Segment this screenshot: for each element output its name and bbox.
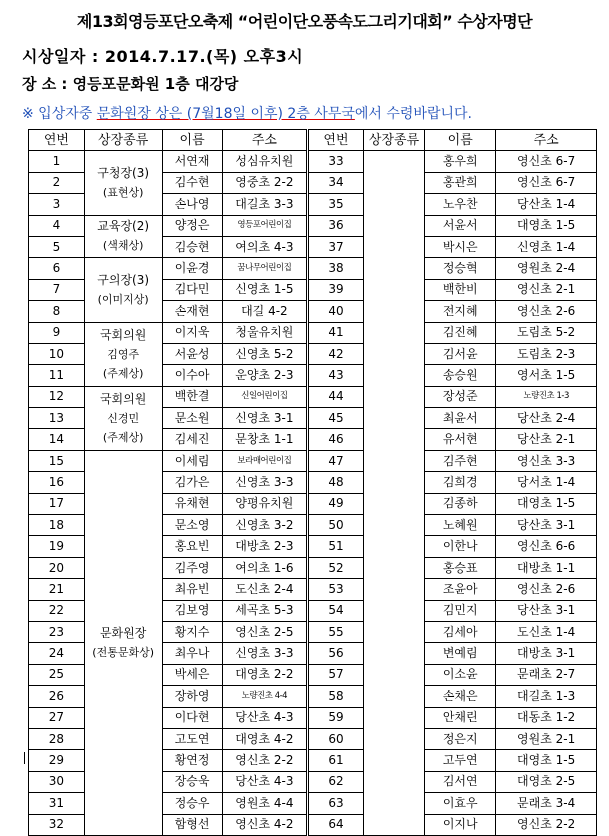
award-category-line-2: (색채상) (102, 239, 144, 253)
winner-school: 신영초 5-2 (222, 343, 307, 364)
winner-school: 영원초 4-4 (222, 793, 307, 814)
row-number: 59 (308, 707, 364, 728)
winner-school: 신영초 3-3 (222, 472, 307, 493)
notice-prefix: ※ 입상자중 (22, 106, 97, 122)
row-number: 2 (29, 172, 85, 193)
winner-name: 백한비 (425, 279, 496, 300)
winner-name: 황지수 (162, 621, 222, 642)
table-row (29, 215, 597, 236)
winner-name: 홍요빈 (162, 536, 222, 557)
row-number: 64 (308, 814, 364, 835)
winner-school: 도림초 2-3 (496, 343, 597, 364)
award-category-line-2: (전통문화상) (92, 645, 155, 659)
table-row (29, 151, 597, 172)
winner-name: 이지욱 (162, 322, 222, 343)
winner-school: 성심유치원 (222, 151, 307, 172)
winner-name: 장성준 (425, 386, 496, 407)
award-category-line-2: 김영주 (107, 347, 140, 361)
winner-school: 영신초 6-7 (496, 151, 597, 172)
header-name-left: 이름 (162, 130, 222, 151)
row-number: 60 (308, 728, 364, 749)
winner-school: 대길 4-2 (222, 301, 307, 322)
row-number: 32 (29, 814, 85, 835)
winner-school: 꿈나무어린이집 (222, 258, 307, 279)
winner-name: 함형선 (162, 814, 222, 835)
winner-school: 영신초 6-6 (496, 536, 597, 557)
winner-school: 문창초 1-1 (222, 429, 307, 450)
row-number: 30 (29, 771, 85, 792)
row-number: 19 (29, 536, 85, 557)
row-number: 41 (308, 322, 364, 343)
row-number: 7 (29, 279, 85, 300)
table-row (29, 450, 597, 471)
winner-name: 서연재 (162, 151, 222, 172)
row-number: 50 (308, 515, 364, 536)
winner-name: 홍승표 (425, 557, 496, 578)
award-category-cell (84, 386, 162, 450)
pickup-notice (22, 103, 472, 123)
winner-school: 영원초 2-4 (496, 258, 597, 279)
row-number: 3 (29, 194, 85, 215)
winner-school: 도림초 5-2 (496, 322, 597, 343)
row-number: 57 (308, 664, 364, 685)
winner-school: 세곡초 5-3 (222, 600, 307, 621)
table-body (29, 151, 597, 836)
winner-name: 장하영 (162, 686, 222, 707)
winner-name: 박시은 (425, 236, 496, 257)
header-no-left: 연번 (29, 130, 85, 151)
winner-name: 양정은 (162, 215, 222, 236)
winner-school: 대영초 4-2 (222, 728, 307, 749)
winner-name: 박세은 (162, 664, 222, 685)
row-number: 52 (308, 557, 364, 578)
winner-school: 청울유치원 (222, 322, 307, 343)
row-number: 20 (29, 557, 85, 578)
award-category-line-1: 교육장(2) (97, 219, 150, 234)
winner-name: 이윤경 (162, 258, 222, 279)
row-number: 24 (29, 643, 85, 664)
row-number: 18 (29, 515, 85, 536)
winner-school: 여의초 4-3 (222, 236, 307, 257)
row-number: 28 (29, 728, 85, 749)
winner-school: 영신초 2-1 (496, 279, 597, 300)
award-category-cell-empty (363, 151, 424, 836)
row-number: 42 (308, 343, 364, 364)
row-number: 43 (308, 365, 364, 386)
table-row (29, 322, 597, 343)
winner-school: 영원초 2-1 (496, 728, 597, 749)
winner-school: 양평유치원 (222, 493, 307, 514)
winner-name: 이소윤 (425, 664, 496, 685)
row-number: 56 (308, 643, 364, 664)
header-addr-right: 주소 (496, 130, 597, 151)
header-award-right: 상장종류 (363, 130, 424, 151)
row-number: 38 (308, 258, 364, 279)
winner-name: 홍우희 (425, 151, 496, 172)
document-title: 제13회영등포단오축제 “어린이단오풍속도그리기대회” 수상자명단 (76, 12, 533, 31)
award-place: 장 소 : 영등포문화원 1층 대강당 (22, 75, 239, 93)
winner-school: 대영초 1-5 (496, 215, 597, 236)
winner-school: 대방초 1-1 (496, 557, 597, 578)
table-row (29, 386, 597, 407)
winner-school: 당산초 1-4 (496, 194, 597, 215)
winner-school: 영신초 6-7 (496, 172, 597, 193)
winner-school: 신영초 3-3 (222, 643, 307, 664)
award-category-cell (84, 151, 162, 215)
winner-school: 당산초 2-4 (496, 408, 597, 429)
winner-name: 장승욱 (162, 771, 222, 792)
winner-name: 김진혜 (425, 322, 496, 343)
winner-name: 김세아 (425, 621, 496, 642)
row-number: 8 (29, 301, 85, 322)
winner-name: 김보영 (162, 600, 222, 621)
winner-name: 정은지 (425, 728, 496, 749)
winner-school: 대영초 1-5 (496, 493, 597, 514)
award-datetime: 시상일자 : 2014.7.17.(목) 오후3시 (22, 47, 304, 66)
row-number: 27 (29, 707, 85, 728)
winner-name: 김수현 (162, 172, 222, 193)
row-number: 23 (29, 621, 85, 642)
winners-table (28, 129, 597, 836)
winner-name: 김주현 (425, 450, 496, 471)
row-number: 17 (29, 493, 85, 514)
winner-school: 대길초 3-3 (222, 194, 307, 215)
winner-school: 도신초 1-4 (496, 621, 597, 642)
award-category-line-2: (표현상) (102, 185, 144, 199)
row-number: 10 (29, 343, 85, 364)
row-number: 49 (308, 493, 364, 514)
winner-school: 노량진초 4-4 (222, 686, 307, 707)
winner-name: 이지나 (425, 814, 496, 835)
winner-school: 운양초 2-3 (222, 365, 307, 386)
winner-school: 대방초 2-3 (222, 536, 307, 557)
winner-name: 손채은 (425, 686, 496, 707)
winner-school: 신일어린이집 (222, 386, 307, 407)
winner-school: 대방초 3-1 (496, 643, 597, 664)
winner-name: 최유빈 (162, 579, 222, 600)
winner-name: 유채현 (162, 493, 222, 514)
winner-school: 대길초 1-3 (496, 686, 597, 707)
notice-suffix: 에서 수령바랍니다. (354, 106, 472, 122)
winner-school: 보라매어린이집 (222, 450, 307, 471)
row-number: 22 (29, 600, 85, 621)
award-category-line-1: 국회의원 (99, 327, 147, 342)
winner-school: 영서초 1-5 (496, 365, 597, 386)
winner-name: 김다민 (162, 279, 222, 300)
winner-school: 문래초 3-4 (496, 793, 597, 814)
winner-school: 당산초 3-1 (496, 515, 597, 536)
winner-name: 김세진 (162, 429, 222, 450)
winner-name: 최윤서 (425, 408, 496, 429)
row-number: 31 (29, 793, 85, 814)
winner-school: 당산초 2-1 (496, 429, 597, 450)
row-number: 45 (308, 408, 364, 429)
winner-name: 고두연 (425, 750, 496, 771)
winner-school: 문래초 2-7 (496, 664, 597, 685)
row-number: 62 (308, 771, 364, 792)
winner-school: 영신초 2-2 (496, 814, 597, 835)
winner-school: 영등포어린이집 (222, 215, 307, 236)
winner-school: 신영초 1-4 (496, 236, 597, 257)
row-number: 16 (29, 472, 85, 493)
winner-name: 이수아 (162, 365, 222, 386)
winner-school: 당산초 4-3 (222, 771, 307, 792)
winner-name: 김승현 (162, 236, 222, 257)
winner-name: 노우찬 (425, 194, 496, 215)
winner-school: 당산초 4-3 (222, 707, 307, 728)
winner-name: 손재현 (162, 301, 222, 322)
winner-school: 도신초 2-4 (222, 579, 307, 600)
row-number: 4 (29, 215, 85, 236)
award-category-cell (84, 322, 162, 386)
award-category-line-3: (주제상) (102, 430, 144, 444)
winner-name: 백한결 (162, 386, 222, 407)
winner-school: 영신초 2-6 (496, 579, 597, 600)
winner-name: 노혜원 (425, 515, 496, 536)
winner-name: 고도연 (162, 728, 222, 749)
row-number: 39 (308, 279, 364, 300)
row-number: 9 (29, 322, 85, 343)
row-number: 48 (308, 472, 364, 493)
row-number: 29 (29, 750, 85, 771)
winner-name: 김서윤 (425, 343, 496, 364)
winner-school: 당서초 1-4 (496, 472, 597, 493)
row-number: 58 (308, 686, 364, 707)
winner-name: 문소원 (162, 408, 222, 429)
winner-school: 영신초 4-2 (222, 814, 307, 835)
row-number: 5 (29, 236, 85, 257)
row-number: 37 (308, 236, 364, 257)
notice-underlined: 문화원장 상은 (7월18일 이후) 2층 사무국 (96, 106, 355, 122)
award-category-cell (84, 450, 162, 835)
row-number: 13 (29, 408, 85, 429)
winner-school: 대영초 1-5 (496, 750, 597, 771)
winner-name: 변예림 (425, 643, 496, 664)
winner-name: 김가은 (162, 472, 222, 493)
row-number: 34 (308, 172, 364, 193)
winner-school: 영중초 2-2 (222, 172, 307, 193)
winner-school: 대동초 1-2 (496, 707, 597, 728)
winner-school: 영신초 2-2 (222, 750, 307, 771)
winner-school: 노량진초 1-3 (496, 386, 597, 407)
row-number: 40 (308, 301, 364, 322)
winner-name: 홍관희 (425, 172, 496, 193)
winner-school: 신영초 1-5 (222, 279, 307, 300)
row-number: 36 (308, 215, 364, 236)
winner-name: 김종하 (425, 493, 496, 514)
row-number: 61 (308, 750, 364, 771)
row-number: 53 (308, 579, 364, 600)
row-number: 26 (29, 686, 85, 707)
row-number: 35 (308, 194, 364, 215)
winner-name: 최우나 (162, 643, 222, 664)
row-number: 51 (308, 536, 364, 557)
winner-name: 김민지 (425, 600, 496, 621)
winner-name: 이한나 (425, 536, 496, 557)
winner-school: 대영초 2-5 (496, 771, 597, 792)
winner-school: 신영초 3-1 (222, 408, 307, 429)
winner-name: 서윤성 (162, 343, 222, 364)
award-category-line-1: 국회의원 (99, 391, 147, 406)
winner-name: 황연정 (162, 750, 222, 771)
row-number: 55 (308, 621, 364, 642)
award-category-line-3: (주제상) (102, 366, 144, 380)
award-category-line-2: 신경민 (107, 411, 140, 425)
text-cursor (24, 752, 25, 764)
award-category-line-1: 구의장(3) (97, 272, 150, 287)
winner-name: 문소영 (162, 515, 222, 536)
header-name-right: 이름 (425, 130, 496, 151)
award-category-cell (84, 258, 162, 322)
row-number: 54 (308, 600, 364, 621)
table-row (29, 258, 597, 279)
winner-name: 서윤서 (425, 215, 496, 236)
header-addr-left: 주소 (222, 130, 307, 151)
winner-name: 정승우 (162, 793, 222, 814)
winner-name: 송승원 (425, 365, 496, 386)
row-number: 21 (29, 579, 85, 600)
winner-name: 이효우 (425, 793, 496, 814)
winner-school: 영신초 2-5 (222, 621, 307, 642)
row-number: 11 (29, 365, 85, 386)
winner-name: 이다현 (162, 707, 222, 728)
winner-name: 안채린 (425, 707, 496, 728)
table-header-row (29, 130, 597, 151)
winner-school: 여의초 1-6 (222, 557, 307, 578)
header-award-left: 상장종류 (84, 130, 162, 151)
award-category-line-1: 구청장(3) (97, 165, 150, 180)
winner-name: 김주영 (162, 557, 222, 578)
row-number: 6 (29, 258, 85, 279)
winner-name: 전지혜 (425, 301, 496, 322)
winner-name: 정승혁 (425, 258, 496, 279)
row-number: 33 (308, 151, 364, 172)
row-number: 25 (29, 664, 85, 685)
row-number: 47 (308, 450, 364, 471)
row-number: 15 (29, 450, 85, 471)
winner-school: 당산초 3-1 (496, 600, 597, 621)
award-category-line-2: (이미지상) (97, 292, 149, 306)
winner-school: 신영초 3-2 (222, 515, 307, 536)
row-number: 1 (29, 151, 85, 172)
row-number: 63 (308, 793, 364, 814)
winner-name: 이세림 (162, 450, 222, 471)
winner-name: 유서현 (425, 429, 496, 450)
row-number: 46 (308, 429, 364, 450)
winner-school: 영신초 3-3 (496, 450, 597, 471)
row-number: 14 (29, 429, 85, 450)
winner-name: 손나영 (162, 194, 222, 215)
award-category-cell (84, 215, 162, 258)
row-number: 44 (308, 386, 364, 407)
winner-name: 김서연 (425, 771, 496, 792)
award-category-line-1: 문화원장 (99, 625, 147, 640)
winner-school: 영신초 2-6 (496, 301, 597, 322)
winner-name: 김희경 (425, 472, 496, 493)
header-no-right: 연번 (308, 130, 364, 151)
row-number: 12 (29, 386, 85, 407)
winner-name: 조윤아 (425, 579, 496, 600)
winner-school: 대영초 2-2 (222, 664, 307, 685)
